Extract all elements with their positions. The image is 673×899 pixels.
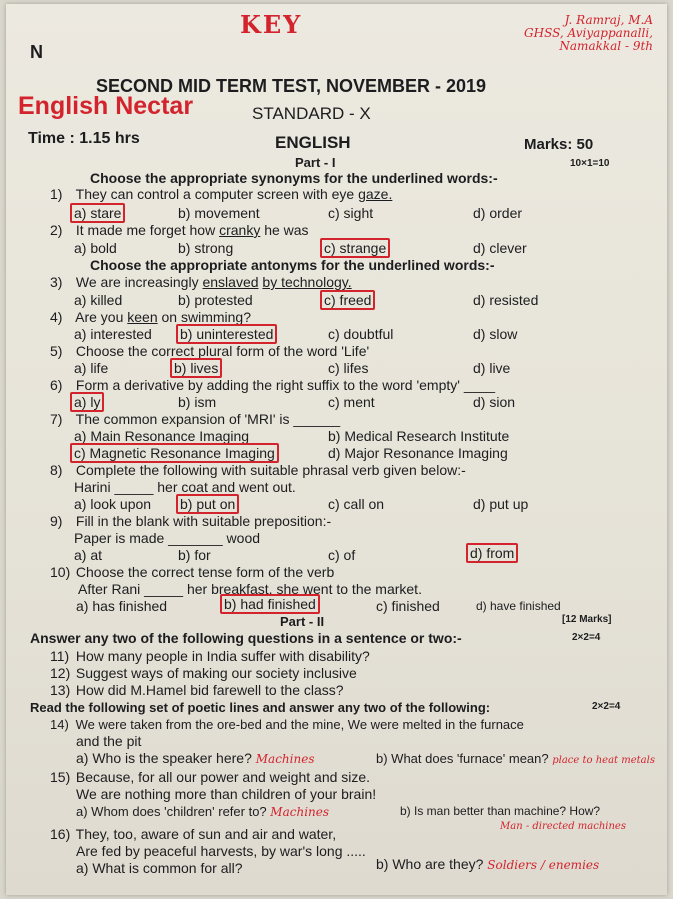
question-number: 14) <box>50 717 69 732</box>
question-text: he was <box>264 222 309 238</box>
question-text: by technology. <box>262 274 352 290</box>
question-text: Choose the correct plural form of the word 'Life' <box>75 343 370 359</box>
handwritten-answer: Man - directed machines <box>500 821 626 832</box>
option-a: a) has finished <box>76 598 168 614</box>
question-number: 3) <box>50 274 63 290</box>
sub-question-b <box>376 750 655 769</box>
option-c <box>70 445 279 462</box>
section-marks: 2×2=4 <box>572 632 601 643</box>
option-d: d) live <box>473 360 511 376</box>
option-c: c) lifes <box>328 360 369 376</box>
option-b: b) ism <box>178 394 217 410</box>
question-sentence: Paper is made _______ wood <box>74 530 261 546</box>
option-b <box>170 360 222 377</box>
underlined-word: cranky <box>219 222 261 238</box>
marked-answer: c) Magnetic Resonance Imaging <box>70 443 279 463</box>
underlined-word: enslaved <box>202 274 259 290</box>
option-b: b) Medical Research Institute <box>328 428 510 444</box>
sub-question-text: a) Whom does 'children' refer to? <box>76 804 267 819</box>
option-a: a) killed <box>74 292 123 308</box>
brand-watermark: English Nectar <box>18 92 194 120</box>
sub-question-a: a) What is common for all? <box>76 860 243 876</box>
question-text: Complete the following with suitable phrasal verb given below:- <box>75 462 466 478</box>
signature-annotation <box>524 14 653 53</box>
option-d: d) Major Resonance Imaging <box>328 445 508 461</box>
question-text: Fill in the blank with suitable preposition:- <box>75 513 332 529</box>
question-3 <box>50 274 352 291</box>
question-text: How did M.Hamel bid farewell to the class? <box>75 682 344 698</box>
question-15 <box>50 769 370 786</box>
option-b: b) for <box>178 547 211 563</box>
question-number: 4) <box>50 309 63 325</box>
marked-answer: c) strange <box>320 238 390 258</box>
question-number: 11) <box>50 648 70 664</box>
marked-answer: a) ly <box>70 392 104 412</box>
option-a: a) at <box>74 547 103 563</box>
sub-question-b <box>376 856 599 874</box>
option-b: b) strong <box>178 240 234 256</box>
exam-title: SECOND MID TERM TEST, NOVEMBER - 2019 <box>96 76 487 96</box>
option-a: a) life <box>74 360 109 376</box>
part1-label: Part - I <box>295 155 336 170</box>
handwritten-answer: place to heat metals <box>552 755 655 766</box>
question-number: 10) <box>50 564 71 580</box>
sub-question-b: b) Is man better than machine? How? <box>400 804 601 818</box>
poem-line: We are nothing more than children of your brain! <box>76 786 377 802</box>
marked-answer: b) lives <box>170 358 222 378</box>
option-b <box>176 496 239 513</box>
part2-label: Part - II <box>280 614 325 629</box>
option-d: d) put up <box>473 496 529 512</box>
question-text: Suggest ways of making our society inclusive <box>75 665 357 681</box>
section-marks: 2×2=4 <box>592 701 621 712</box>
synonym-instruction: Choose the appropriate synonyms for the underlined words:- <box>90 170 498 186</box>
poem-line: They, too, aware of sun and air and water, <box>75 826 337 842</box>
option-a: a) look upon <box>74 496 152 512</box>
marked-answer: b) put on <box>176 494 239 514</box>
antonym-instruction: Choose the appropriate antonyms for the underlined words:- <box>90 257 495 273</box>
option-c <box>320 240 390 257</box>
question-text: We are increasingly <box>75 274 199 290</box>
subject-label: ENGLISH <box>275 133 351 152</box>
question-number: 5) <box>50 343 63 359</box>
option-c: c) ment <box>328 394 375 410</box>
question-12 <box>50 665 357 682</box>
question-number: 13) <box>50 682 71 698</box>
option-b <box>220 596 320 613</box>
question-9 <box>50 513 331 530</box>
marked-answer: d) from <box>466 543 518 563</box>
part2-instruction-1: Answer any two of the following questions in a sentence or two:- <box>30 630 462 646</box>
signature-line: Namakkal - 9th <box>559 39 653 53</box>
question-10 <box>50 564 334 581</box>
question-sentence: After Rani _____ her breakfast, she went to the market. <box>78 581 422 597</box>
question-number: 7) <box>50 411 63 427</box>
option-d: d) resisted <box>473 292 539 308</box>
underlined-word: keen <box>127 309 158 325</box>
question-1 <box>50 186 392 203</box>
option-a: a) interested <box>74 326 152 342</box>
sub-question-text: a) Who is the speaker here? <box>76 750 252 766</box>
option-c: c) finished <box>376 598 440 614</box>
question-number: 2) <box>50 222 63 238</box>
question-6 <box>50 377 495 394</box>
question-2 <box>50 222 309 239</box>
option-a: a) bold <box>74 240 117 256</box>
sub-question-a <box>76 803 329 821</box>
poem-line: Are fed by peaceful harvests, by war's long ..... <box>76 843 366 859</box>
option-c <box>320 292 375 309</box>
option-a <box>70 394 104 411</box>
part2-marks: [12 Marks] <box>562 614 612 625</box>
marked-answer: c) freed <box>320 290 375 310</box>
question-number: 1) <box>50 186 63 202</box>
part2-instruction-2: Read the following set of poetic lines and answer any two of the following: <box>30 700 491 715</box>
marks-label: Marks: 50 <box>524 136 594 153</box>
option-d: d) order <box>473 205 523 221</box>
option-b <box>176 326 277 343</box>
question-sentence: Harini _____ her coat and went out. <box>74 479 296 495</box>
standard-label: STANDARD - X <box>252 104 371 123</box>
question-number: 15) <box>50 769 71 785</box>
handwritten-answer: Soldiers / enemies <box>487 858 600 872</box>
question-text: Choose the correct tense form of the verb <box>75 564 335 580</box>
sub-question-text: b) Who are they? <box>376 856 484 872</box>
question-13 <box>50 682 344 699</box>
question-number: 16) <box>50 826 71 842</box>
option-a: a) Main Resonance Imaging <box>74 428 250 444</box>
poem-line: We were taken from the ore-bed and the mine, We were melted in the furnace <box>75 717 524 732</box>
time-label: Time : 1.15 hrs <box>28 130 140 147</box>
question-7 <box>50 411 340 428</box>
signature-line: J. Ramraj, M.A <box>564 13 653 27</box>
marked-answer: b) had finished <box>220 594 320 614</box>
marked-answer: a) stare <box>70 203 125 223</box>
poem-line: Because, for all our power and weight and size. <box>75 769 371 785</box>
option-c: c) call on <box>328 496 385 512</box>
question-16 <box>50 826 336 843</box>
sub-question-a <box>76 750 314 768</box>
signature-line: GHSS, Aviyappanalli, <box>524 26 653 40</box>
question-number: 12) <box>50 665 71 681</box>
underlined-word: gaze. <box>358 186 393 202</box>
option-d: d) have finished <box>476 599 561 613</box>
question-text: on swimming? <box>161 309 251 325</box>
paper-code: N <box>30 42 43 62</box>
sub-question-text: b) What does 'furnace' mean? <box>376 751 549 766</box>
option-c: c) doubtful <box>328 326 394 342</box>
question-text: Form a derivative by adding the right suffix to the word 'empty' ____ <box>75 377 495 393</box>
option-d: d) sion <box>473 394 516 410</box>
marked-answer: b) uninterested <box>176 324 277 344</box>
handwritten-answer: Machines <box>255 752 315 766</box>
option-b: b) protested <box>178 292 253 308</box>
question-number: 6) <box>50 377 63 393</box>
question-14 <box>50 716 524 733</box>
question-text: They can control a computer screen with eye <box>75 186 355 202</box>
option-d <box>466 545 518 562</box>
question-number: 9) <box>50 513 63 529</box>
option-c: c) sight <box>328 205 374 221</box>
question-text: Are you <box>75 309 124 325</box>
question-text: How many people in India suffer with disability? <box>75 648 370 664</box>
option-c: c) of <box>328 547 356 563</box>
part1-marks: 10×1=10 <box>570 158 610 169</box>
option-d: d) clever <box>473 240 527 256</box>
question-text: It made me forget how <box>75 222 216 238</box>
poem-line: and the pit <box>76 733 142 749</box>
question-number: 8) <box>50 462 63 478</box>
option-b: b) movement <box>178 205 260 221</box>
option-a <box>70 205 125 222</box>
question-11 <box>50 648 370 665</box>
question-8 <box>50 462 466 479</box>
question-text: The common expansion of 'MRI' is ______ <box>75 411 341 427</box>
key-annotation: KEY <box>240 10 303 39</box>
option-d: d) slow <box>473 326 518 342</box>
handwritten-answer: Machines <box>270 805 330 819</box>
